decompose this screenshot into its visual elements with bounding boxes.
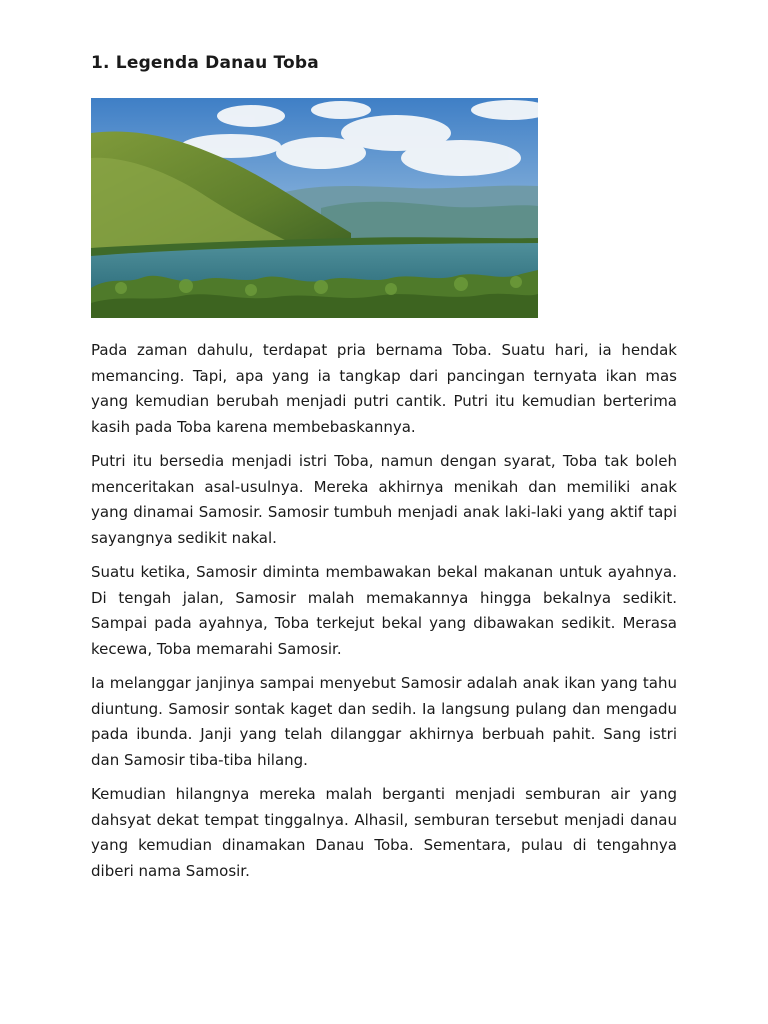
story-paragraph: Suatu ketika, Samosir diminta membawakan bekal makanan untuk ayahnya. Di tengah jalan, Samosir malah memakannya hingga bekalnya sedikit. Sampai pada ayahnya, Toba terkejut bekal yang dibawakan sedikit. Merasa kecewa, Toba memarahi Samosir. — [91, 563, 677, 658]
document-page — [91, 52, 677, 893]
story-body — [91, 338, 677, 884]
story-paragraph: Kemudian hilangnya mereka malah berganti menjadi semburan air yang dahsyat dekat tempat tinggalnya. Alhasil, semburan tersebut menjadi danau yang kemudian dinamakan Danau Toba. Sementara, pulau di tengahnya diberi nama Samosir. — [91, 785, 677, 880]
story-paragraph: Putri itu bersedia menjadi istri Toba, namun dengan syarat, Toba tak boleh menceritakan asal-usulnya. Mereka akhirnya menikah dan memiliki anak yang dinamai Samosir. Samosir tumbuh menjadi anak laki-laki yang aktif tapi sayangnya sedikit nakal. — [91, 452, 677, 547]
story-paragraph: Ia melanggar janjinya sampai menyebut Samosir adalah anak ikan yang tahu diuntung. Samosir sontak kaget dan sedih. Ia langsung pulang dan mengadu pada ibunda. Janji yang telah dilanggar akhirnya berbuah pahit. Sang istri dan Samosir tiba-tiba hilang. — [91, 674, 677, 769]
document-title: 1. Legenda Danau Toba — [91, 53, 319, 73]
story-paragraph: Pada zaman dahulu, terdapat pria bernama Toba. Suatu hari, ia hendak memancing. Tapi, apa yang ia tangkap dari pancingan ternyata ikan mas yang kemudian berubah menjadi putri cantik. Putri itu kemudian berterima kasih pada Toba karena membebaskannya. — [91, 341, 677, 436]
lake-toba-photo — [91, 98, 538, 318]
